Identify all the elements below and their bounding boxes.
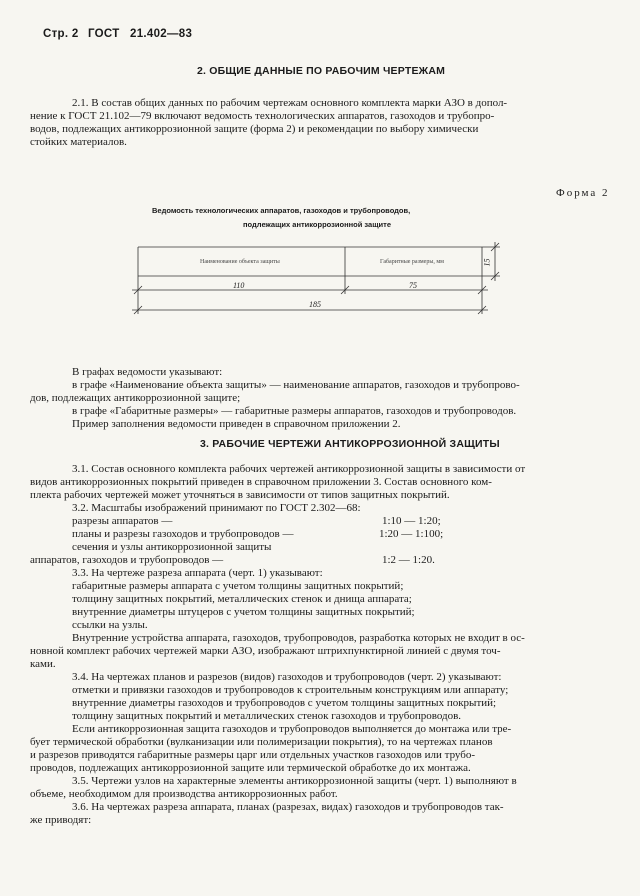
- s3-line: толщину защитных покрытий и металлических стенок газоходов и трубопроводов.: [72, 710, 462, 722]
- s3-line: же приводят:: [30, 814, 92, 826]
- s3-line: отметки и привязки газоходов и трубопроводов к строительным конструкциям или аппарату;: [72, 684, 509, 696]
- scale-value: 1:2 — 1:20.: [382, 554, 435, 566]
- scale-value: 1:20 — 1:100;: [379, 528, 444, 540]
- form-title-line2: подлежащих антикоррозионной защите: [243, 220, 391, 229]
- form-title-line1: Ведомость технологических аппаратов, газоходов и трубопроводов,: [152, 206, 411, 215]
- table-col1-header: Наименование объекта защиты: [200, 259, 280, 265]
- s3-line: 3.3. На чертеже разреза аппарата (черт. 1) указывают:: [72, 567, 323, 579]
- dim-label-110: 110: [233, 281, 245, 290]
- s3-line: толщину защитных покрытий, металлических стенок и днища аппарата;: [72, 593, 412, 605]
- s3-line: аппаратов, газоходов и трубопроводов —: [30, 554, 224, 566]
- standard-number: 21.402—83: [130, 28, 193, 40]
- s3-line: внутренние диаметры газоходов и трубопроводов с учетом толщины защитных покрытий;: [72, 697, 497, 709]
- s3-line: ками.: [30, 658, 56, 670]
- section3-title: 3. РАБОЧИЕ ЧЕРТЕЖИ АНТИКОРРОЗИОННОЙ ЗАЩИТЫ: [200, 438, 500, 450]
- s3-line: 3.5. Чертежи узлов на характерные элементы антикоррозионной защиты (черт. 1) выполняют в: [72, 775, 517, 787]
- s3-line: Внутренние устройства аппарата, газоходов, трубопроводов, разработка которых не входит в ос-: [72, 632, 525, 644]
- s3-line: видов антикоррозионных покрытий приведен в справочном приложении 3. Состав основного ком-: [30, 476, 492, 488]
- dim-label-75: 75: [409, 281, 417, 290]
- s3-line: планы и разрезы газоходов и трубопроводов —: [72, 528, 294, 540]
- graphs-line: Пример заполнения ведомости приведен в справочном приложении 2.: [72, 418, 401, 430]
- s3-line: габаритные размеры аппарата с учетом толщины защитных покрытий;: [72, 580, 404, 592]
- s3-line: сечения и узлы антикоррозионной защиты: [72, 541, 272, 553]
- graphs-line: В графах ведомости указывают:: [72, 366, 223, 378]
- dim-label-185: 185: [309, 300, 321, 309]
- page-number: Стр. 2: [43, 28, 79, 40]
- section2-title: 2. ОБЩИЕ ДАННЫЕ ПО РАБОЧИМ ЧЕРТЕЖАМ: [197, 65, 446, 77]
- s3-line: новной комплект рабочих чертежей марки АЗО, изображают штрихпунктирной линией с двумя точ-: [30, 645, 501, 657]
- s3-line: бует термической обработки (вулканизации или полимеризации покрытия), то на чертежах планов: [30, 736, 493, 748]
- s3-line: 3.1. Состав основного комплекта рабочих чертежей антикоррозионной защиты в зависимости от: [72, 463, 526, 475]
- s3-line: Если антикоррозионная защита газоходов и трубопроводов выполняется до монтажа или тре-: [72, 723, 512, 735]
- s2-line: нение к ГОСТ 21.102—79 включают ведомость технологических аппаратов, газоходов и трубопро-: [30, 110, 495, 122]
- s3-line: проводов, подлежащих антикоррозионной защите или термической обработке до их монтажа.: [30, 762, 471, 774]
- standard-label: ГОСТ: [88, 28, 120, 40]
- graphs-line: в графе «Габаритные размеры» — габаритные размеры аппаратов, газоходов и трубопроводов.: [72, 405, 517, 417]
- s3-line: разрезы аппаратов —: [72, 515, 173, 527]
- s3-line: 3.2. Масштабы изображений принимают по ГОСТ 2.302—68:: [72, 502, 361, 514]
- s3-line: объеме, необходимом для производства антикоррозионных работ.: [30, 788, 338, 800]
- s3-line: 3.6. На чертежах разреза аппарата, планах (разрезах, видах) газоходов и трубопроводов так-: [72, 801, 504, 813]
- s2-line: 2.1. В состав общих данных по рабочим чертежам основного комплекта марки АЗО в допол-: [72, 97, 508, 109]
- graphs-line: дов, подлежащих антикоррозионной защите;: [30, 392, 241, 404]
- s3-line: ссылки на узлы.: [72, 619, 148, 631]
- s3-line: 3.4. На чертежах планов и разрезов (видов) газоходов и трубопроводов (черт. 2) указывают:: [72, 671, 502, 683]
- table-col2-header: Габаритные размеры, мм: [380, 259, 444, 265]
- s3-line: и разрезов приводятся габаритные размеры царг или отдельных участков газоходов или трубо-: [30, 749, 476, 761]
- s3-line: внутренние диаметры штуцеров с учетом толщины защитных покрытий;: [72, 606, 415, 618]
- s3-line: плекта рабочих чертежей может уточняться в зависимости от типов защитных покрытий.: [30, 489, 450, 501]
- s2-line: водов, подлежащих антикоррозионной защите (форма 2) и рекомендации по выбору химически: [30, 123, 479, 135]
- s2-line: стойких материалов.: [30, 136, 127, 148]
- graphs-line: в графе «Наименование объекта защиты» — наименование аппаратов, газоходов и трубопрово-: [72, 379, 520, 391]
- form-label: Форма 2: [556, 187, 610, 199]
- dim-label-15: 15: [482, 258, 492, 267]
- scale-value: 1:10 — 1:20;: [382, 515, 441, 527]
